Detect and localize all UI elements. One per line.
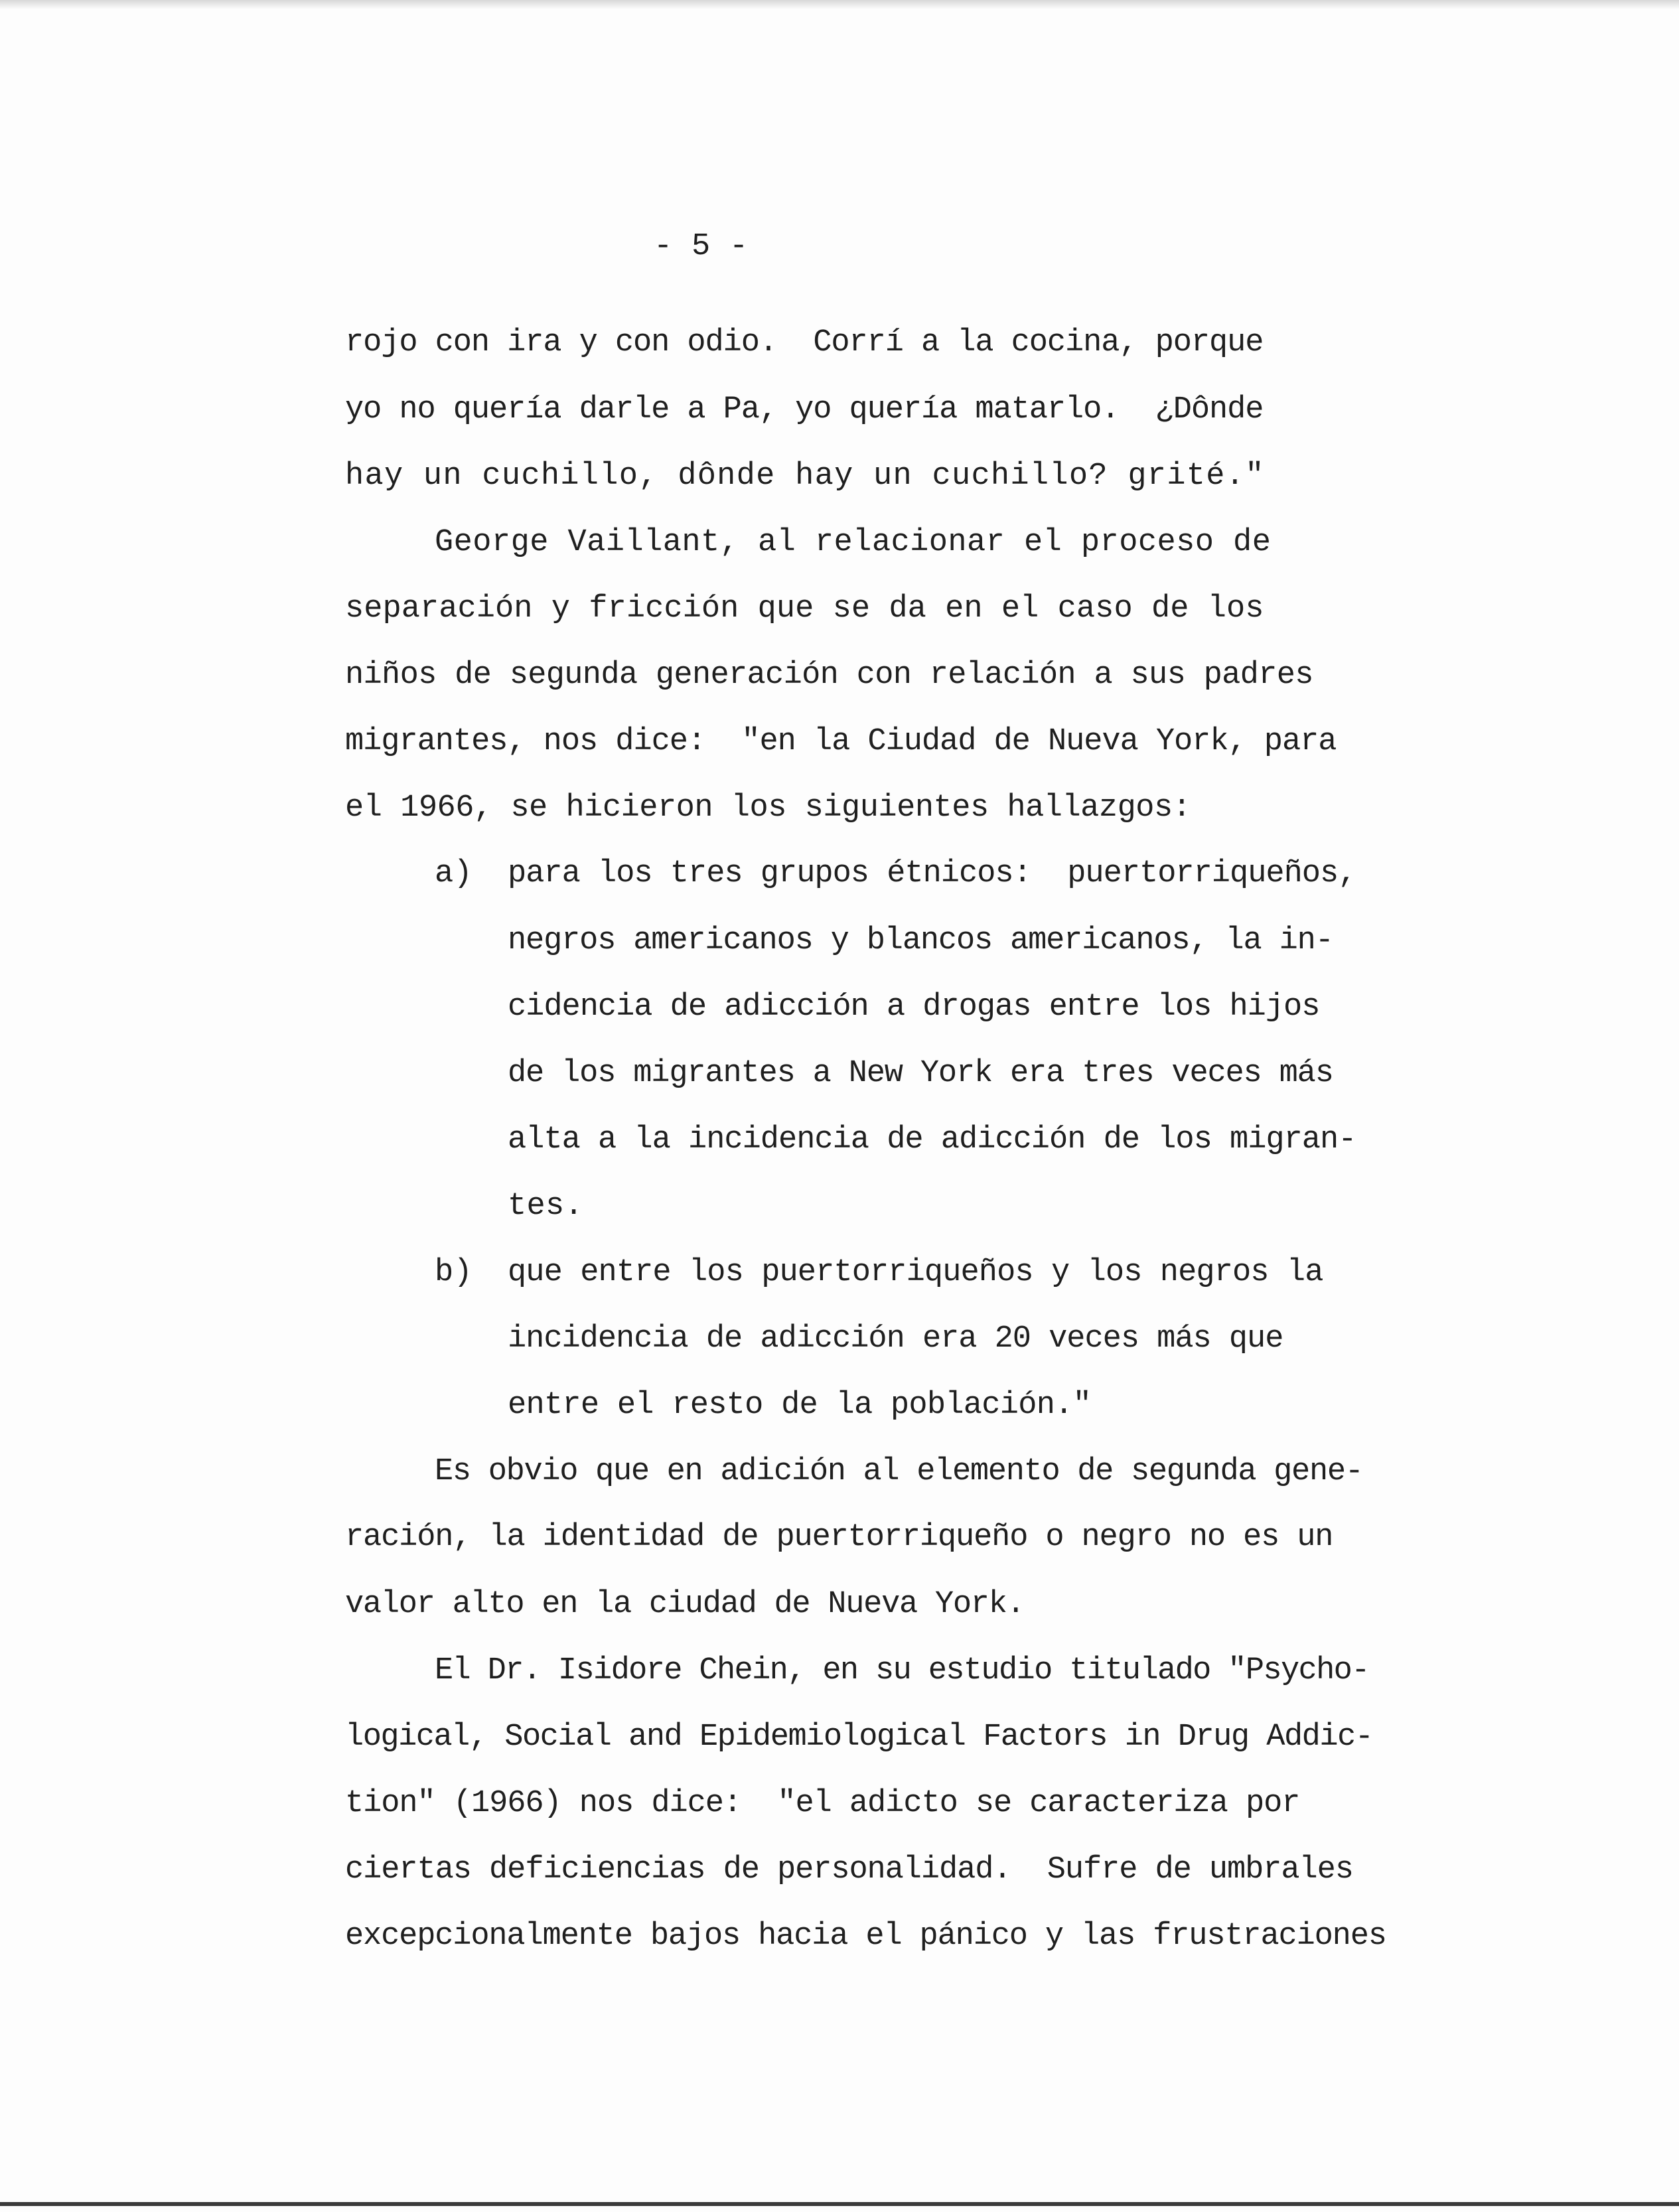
body-line-13: logical, Social and Epidemiological Factors in Drug Addic- [345, 1720, 1373, 1755]
list-a-line-3: cidencia de adicción a drogas entre los hijos [508, 990, 1320, 1025]
body-line-9: Es obvio que en adición al elemento de segunda gene- [435, 1454, 1363, 1489]
list-a-line-2: negros americanos y blancos americanos, la in- [508, 923, 1333, 958]
body-line-10: ración, la identidad de puertorriqueño o negro no es un [345, 1520, 1333, 1555]
body-line-3: hay un cuchillo, dônde hay un cuchillo? grité." [345, 459, 1265, 494]
body-line-11: valor alto en la ciudad de Nueva York. [345, 1587, 1025, 1622]
list-b-line-2: incidencia de adicción era 20 veces más que [508, 1321, 1283, 1357]
list-marker-a: a) [435, 856, 473, 891]
list-a-line-6: tes. [508, 1189, 584, 1224]
body-line-2: yo no quería darle a Pa, yo quería matarlo. ¿Dônde [345, 392, 1264, 427]
scan-bottom-edge [0, 2202, 1679, 2206]
body-line-5: separación y fricción que se da en el caso de los [345, 591, 1264, 627]
body-line-1: rojo con ira y con odio. Corrí a la cocina, porque [345, 325, 1264, 360]
list-marker-b: b) [435, 1255, 473, 1290]
body-line-8: el 1966, se hicieron los siguientes hallazgos: [345, 790, 1191, 826]
list-a-line-1: para los tres grupos étnicos: puertorriqueños, [508, 856, 1356, 891]
body-line-16: excepcionalmente bajos hacia el pánico y las frustraciones [345, 1919, 1386, 1954]
body-line-7: migrantes, nos dice: "en la Ciudad de Nueva York, para [345, 724, 1337, 759]
list-a-line-5: alta a la incidencia de adicción de los migran- [508, 1122, 1356, 1157]
body-line-4: George Vaillant, al relacionar el proceso de [435, 525, 1272, 560]
body-line-14: tion" (1966) nos dice: "el adicto se caracteriza por [345, 1786, 1300, 1821]
body-line-12: El Dr. Isidore Chein, en su estudio titulado "Psycho- [435, 1653, 1369, 1688]
list-b-line-1: que entre los puertorriqueños y los negros la [508, 1255, 1323, 1290]
page-number: - 5 - [654, 229, 749, 264]
scan-top-edge [0, 0, 1679, 9]
body-line-6: niños de segunda generación con relación a sus padres [345, 658, 1313, 693]
list-a-line-4: de los migrantes a New York era tres veces más [508, 1056, 1333, 1091]
list-b-line-3: entre el resto de la población." [508, 1388, 1092, 1423]
body-line-15: ciertas deficiencias de personalidad. Sufre de umbrales [345, 1852, 1353, 1887]
